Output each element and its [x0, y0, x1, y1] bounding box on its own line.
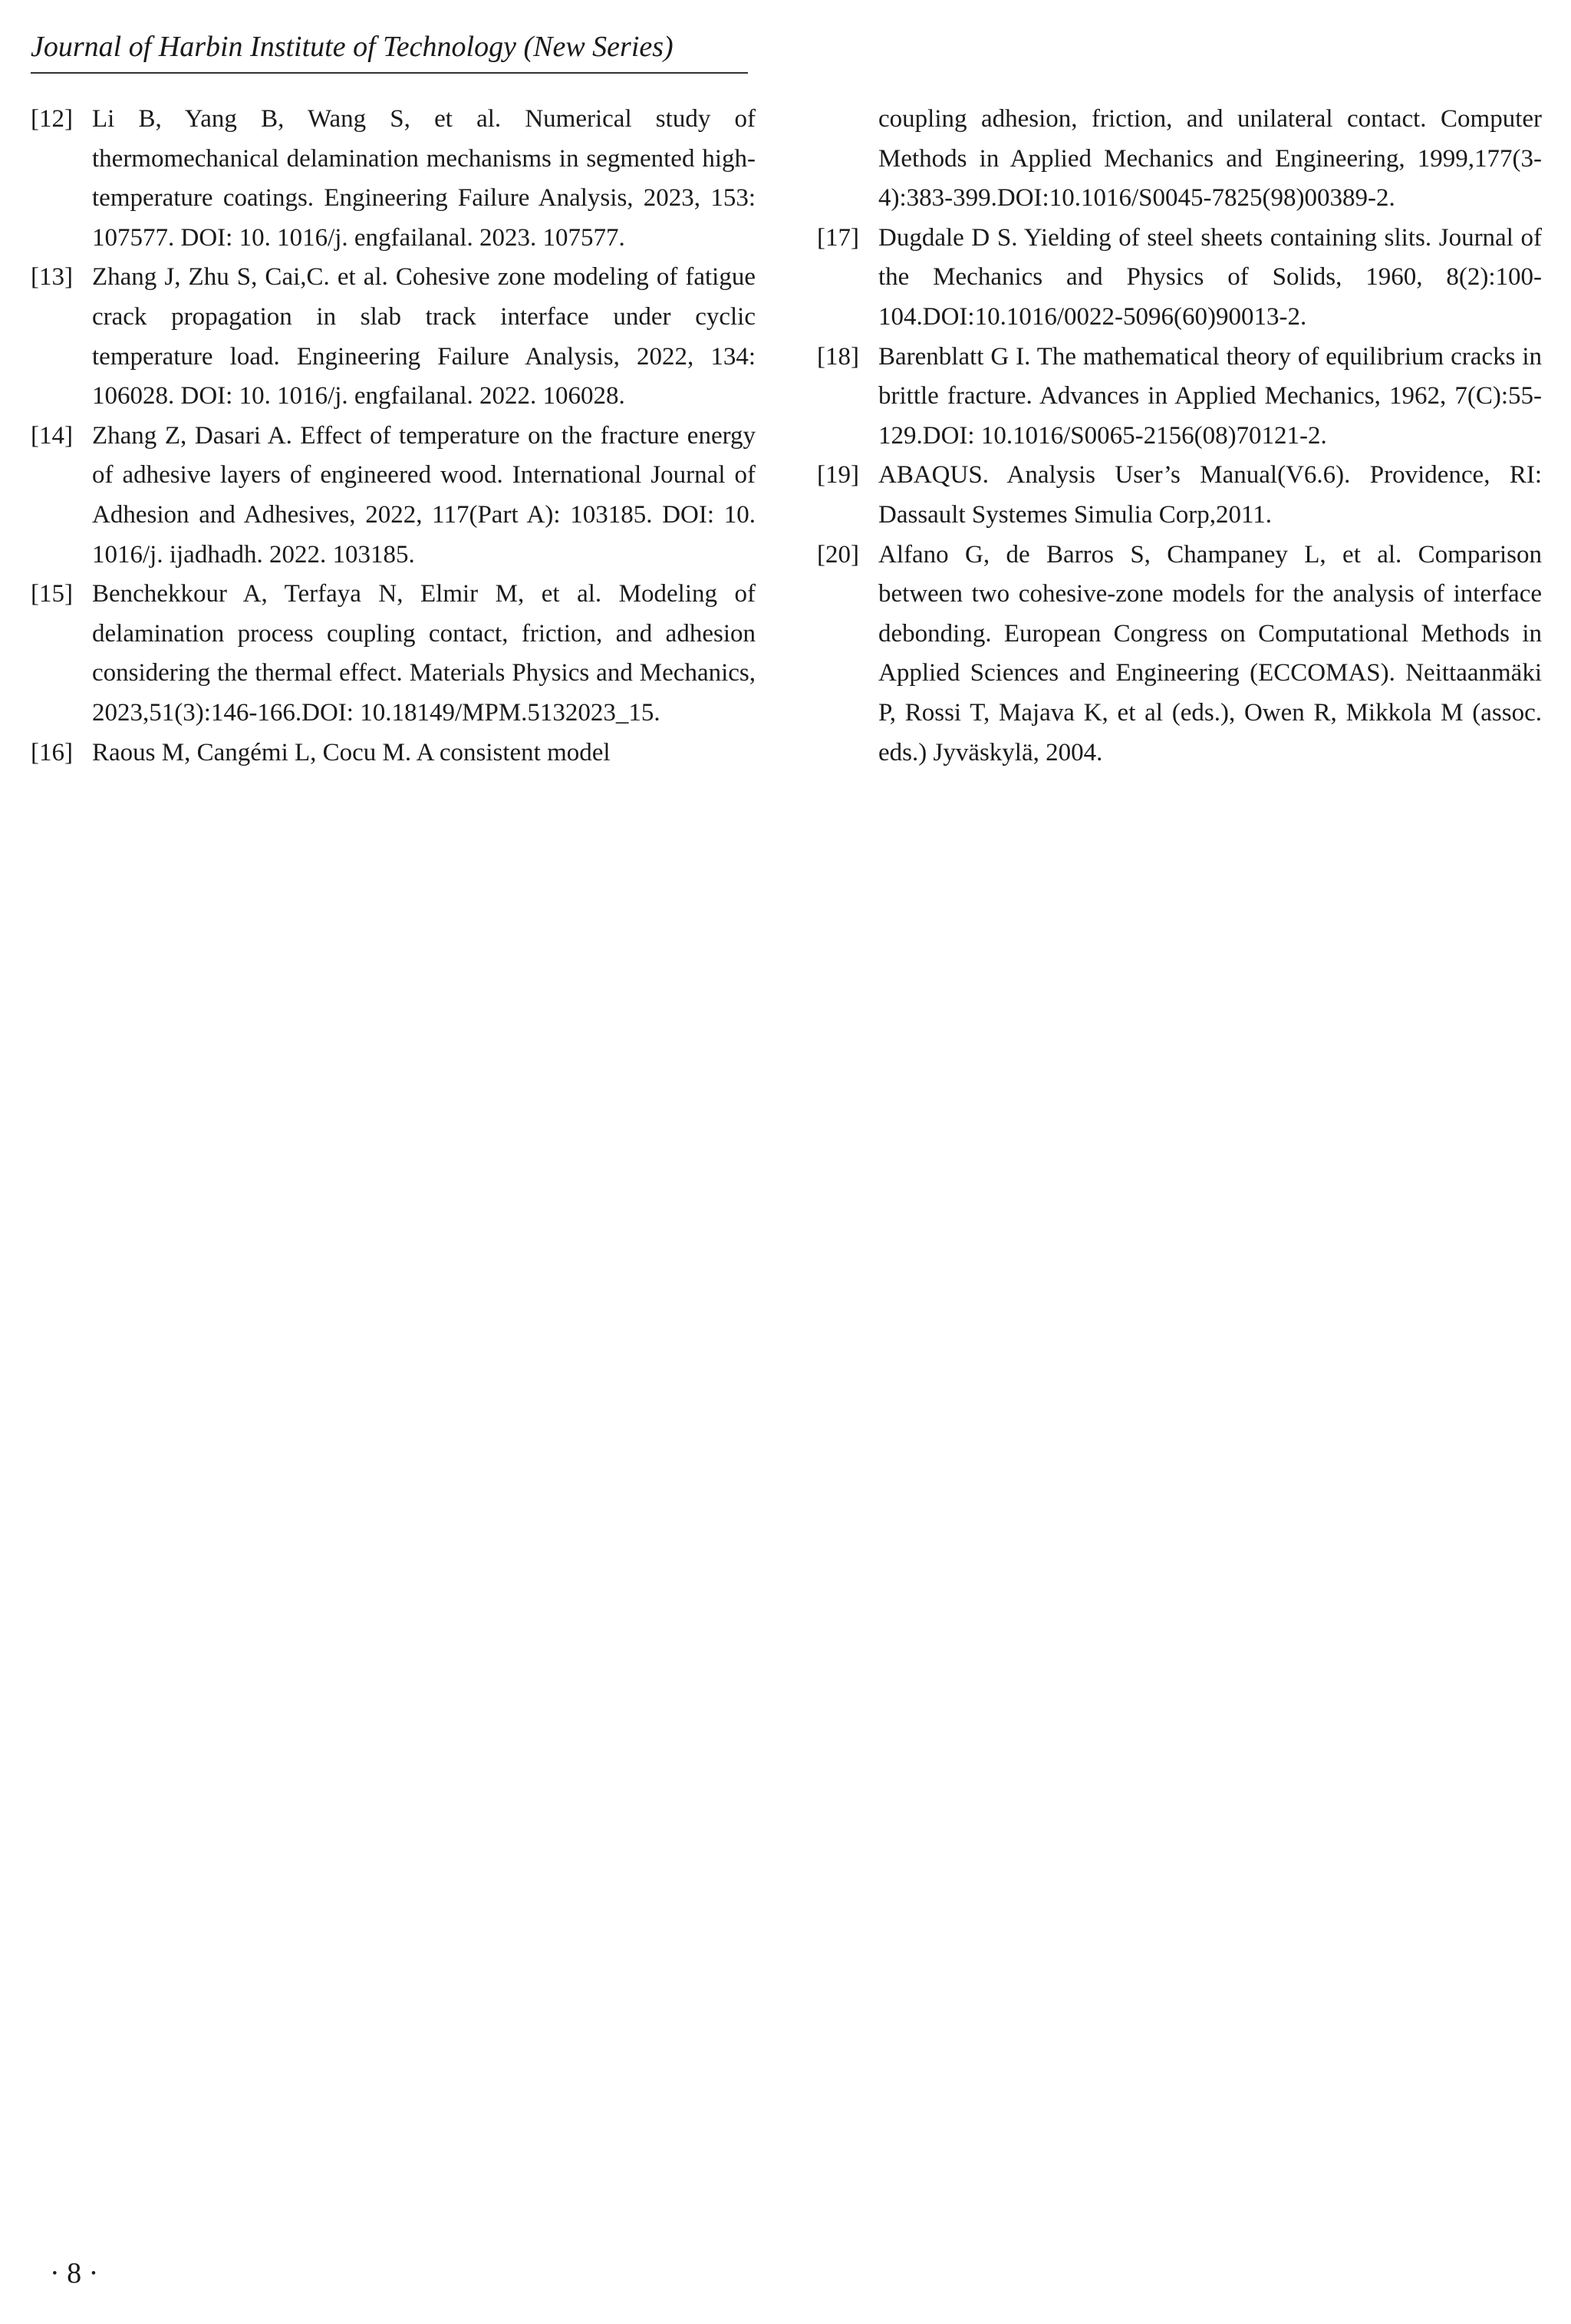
- reference-text: Dugdale D S. Yielding of steel sheets containing slits. Journal of the Mechanics and Physics of Solids, 1960, 8(2):100-104.DOI:10.1016/0022-5096(60)90013-2.: [878, 223, 1542, 331]
- reference-text: Barenblatt G I. The mathematical theory of equilibrium cracks in brittle fracture. Advances in Applied Mechanics, 1962, 7(C):55-129.DOI: 10.1016/S0065-2156(08)70121-2.: [878, 342, 1542, 450]
- journal-title: Journal of Harbin Institute of Technology (New Series): [31, 31, 674, 63]
- reference-number: [13]: [31, 263, 73, 292]
- reference-number: [15]: [31, 580, 73, 608]
- reference-number: [16]: [31, 738, 73, 766]
- reference-item: [31, 100, 756, 258]
- reference-number: [19]: [817, 461, 859, 490]
- reference-item: [31, 575, 756, 733]
- reference-number: [18]: [817, 342, 859, 371]
- reference-text: Benchekkour A, Terfaya N, Elmir M, et al. Modeling of delamination process coupling contact, friction, and adhesion considering the thermal effect. Materials Physics and Mechanics, 2023,51(3):146-166.DOI: 10.18149/MPM.5132023_15.: [92, 580, 756, 727]
- reference-number: [20]: [817, 540, 859, 569]
- reference-item: [817, 338, 1542, 457]
- references-left-column: [31, 100, 756, 773]
- reference-text: Alfano G, de Barros S, Champaney L, et al. Comparison between two cohesive-zone models for the analysis of interface debonding. European Congress on Computational Methods in Applied Sciences and Engineering (ECCOMAS). Neittaanmäki P, Rossi T, Majava K, et al (eds.), Owen R, Mikkola M (assoc. eds.) Jyväskylä, 2004.: [878, 540, 1542, 766]
- reference-item: [817, 456, 1542, 535]
- running-head: [31, 23, 748, 74]
- reference-item: [817, 536, 1542, 773]
- reference-text: Zhang J, Zhu S, Cai,C. et al. Cohesive zone modeling of fatigue crack propagation in slab track interface under cyclic temperature load. Engineering Failure Analysis, 2022, 134: 106028. DOI: 10. 1016/j. engfailanal. 2022. 106028.: [92, 263, 756, 410]
- reference-item: [31, 258, 756, 416]
- reference-number: [14]: [31, 421, 73, 450]
- reference-item: [31, 733, 756, 773]
- references-right-column: [817, 100, 1542, 773]
- reference-text: Zhang Z, Dasari A. Effect of temperature on the fracture energy of adhesive layers of engineered wood. International Journal of Adhesion and Adhesives, 2022, 117(Part A): 103185. DOI: 10. 1016/j. ijadhadh. 2022. 103185.: [92, 421, 756, 569]
- reference-number: [12]: [31, 105, 73, 133]
- reference-number: [17]: [817, 223, 859, 252]
- reference-text: coupling adhesion, friction, and unilateral contact. Computer Methods in Applied Mechanics and Engineering, 1999,177(3-4):383-399.DOI:10.1016/S0045-7825(98)00389-2.: [878, 105, 1542, 213]
- reference-text: Raous M, Cangémi L, Cocu M. A consistent model: [92, 738, 611, 766]
- reference-item: [817, 219, 1542, 338]
- page-number: · 8 ·: [50, 2257, 99, 2289]
- reference-item: [31, 417, 756, 575]
- reference-text: Li B, Yang B, Wang S, et al. Numerical study of thermomechanical delamination mechanisms in segmented high-temperature coatings. Engineering Failure Analysis, 2023, 153: 107577. DOI: 10. 1016/j. engfailanal. 2023. 107577.: [92, 105, 756, 252]
- reference-continuation: [817, 100, 1542, 219]
- reference-text: ABAQUS. Analysis User’s Manual(V6.6). Providence, RI: Dassault Systemes Simulia Corp,2011.: [878, 461, 1542, 529]
